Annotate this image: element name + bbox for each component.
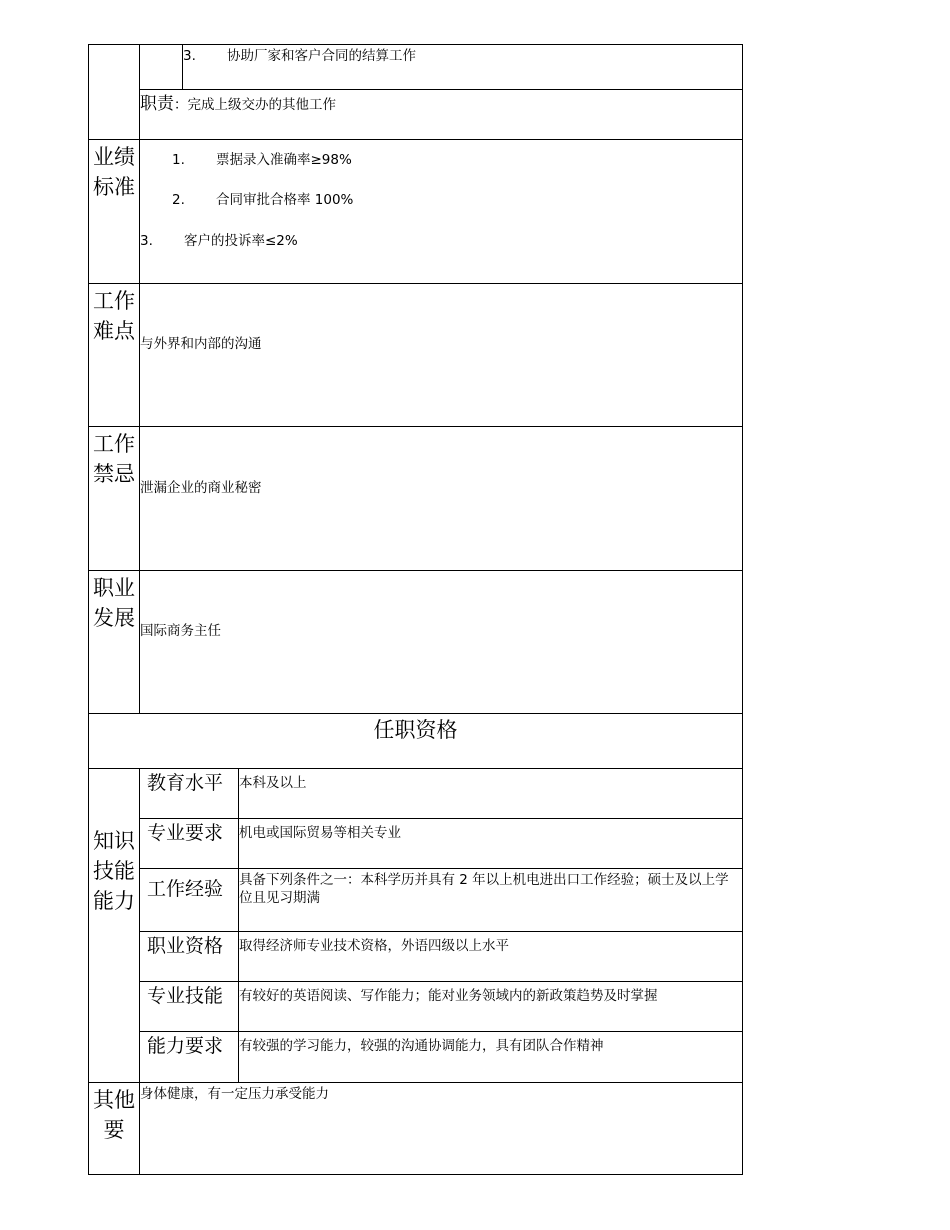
border-bottom — [88, 1174, 743, 1175]
duty-item-3-number: 3. — [183, 48, 196, 64]
knowledge-row-divider-2 — [139, 868, 743, 869]
taboo-label: 工作禁忌 — [93, 432, 135, 486]
knowledge-row-2-value: 机电或国际贸易等相关专业 — [239, 825, 401, 841]
other-label: 其他要 — [93, 1088, 135, 1142]
career-text: 国际商务主任 — [140, 623, 221, 639]
knowledge-row-divider-5 — [139, 1031, 743, 1032]
qualification-title: 任职资格 — [373, 718, 458, 742]
difficulty-text: 与外界和内部的沟通 — [140, 336, 262, 352]
taboo-text: 泄漏企业的商业秘密 — [140, 480, 262, 496]
knowledge-row-3-value: 具备下列条件之一：本科学历并具有 2 年以上机电进出口工作经验；硕士及以上学位且见习期满 — [239, 872, 729, 906]
knowledge-row-5-key: 专业技能 — [147, 985, 224, 1007]
knowledge-row-3-key: 工作经验 — [147, 878, 224, 900]
knowledge-row-1-value: 本科及以上 — [239, 775, 307, 791]
knowledge-row-divider-3 — [139, 931, 743, 932]
label-column-divider-bottom — [139, 768, 140, 1174]
duty-other-row — [140, 93, 336, 116]
knowledge-row-divider-4 — [139, 981, 743, 982]
knowledge-row-6-value: 有较强的学习能力，较强的沟通协调能力，具有团队合作精神 — [239, 1038, 604, 1054]
duty-item-3-text: 协助厂家和客户合同的结算工作 — [227, 48, 416, 64]
knowledge-row-4-value: 取得经济师专业技术资格，外语四级以上水平 — [239, 938, 509, 954]
knowledge-row-5-value: 有较好的英语阅读、写作能力；能对业务领域内的新政策趋势及时掌握 — [239, 988, 658, 1004]
difficulty-label: 工作难点 — [93, 289, 135, 343]
performance-item-3-number: 3. — [140, 233, 153, 249]
divider-taboo-career — [88, 570, 743, 571]
border-top — [88, 44, 743, 45]
performance-item-3-text: 客户的投诉率≤2% — [184, 233, 298, 249]
performance-item-2-text: 合同审批合格率 100% — [216, 192, 354, 208]
divider-duties-performance — [88, 139, 743, 140]
divider-difficulty-taboo — [88, 426, 743, 427]
performance-item-1-number: 1. — [172, 152, 185, 168]
knowledge-row-1-key: 教育水平 — [147, 772, 224, 794]
divider-qualification-knowledge — [88, 768, 743, 769]
divider-performance-difficulty — [88, 283, 743, 284]
knowledge-row-2-key: 专业要求 — [147, 822, 224, 844]
label-column-divider-top — [139, 44, 140, 714]
performance-item-2-number: 2. — [172, 192, 185, 208]
performance-item-1 — [172, 151, 352, 169]
knowledge-row-divider-1 — [139, 818, 743, 819]
performance-item-2 — [172, 191, 353, 209]
career-label: 职业发展 — [93, 576, 135, 630]
duty-row-divider — [139, 89, 743, 90]
knowledge-row-4-key: 职业资格 — [147, 935, 224, 957]
knowledge-key-divider — [238, 768, 239, 1082]
performance-label: 业绩标准 — [93, 145, 135, 199]
divider-career-qualification — [88, 713, 743, 714]
border-right — [742, 44, 743, 1175]
duty-other-label: 职责 — [140, 94, 174, 114]
duty-other-text: ：完成上级交办的其他工作 — [174, 97, 336, 113]
knowledge-row-6-key: 能力要求 — [147, 1035, 224, 1057]
divider-knowledge-other — [88, 1082, 743, 1083]
performance-item-3 — [140, 232, 298, 250]
other-text: 身体健康，有一定压力承受能力 — [140, 1086, 329, 1102]
knowledge-label: 知识技能能力 — [93, 829, 135, 913]
performance-item-1-text: 票据录入准确率≥98% — [216, 152, 352, 168]
